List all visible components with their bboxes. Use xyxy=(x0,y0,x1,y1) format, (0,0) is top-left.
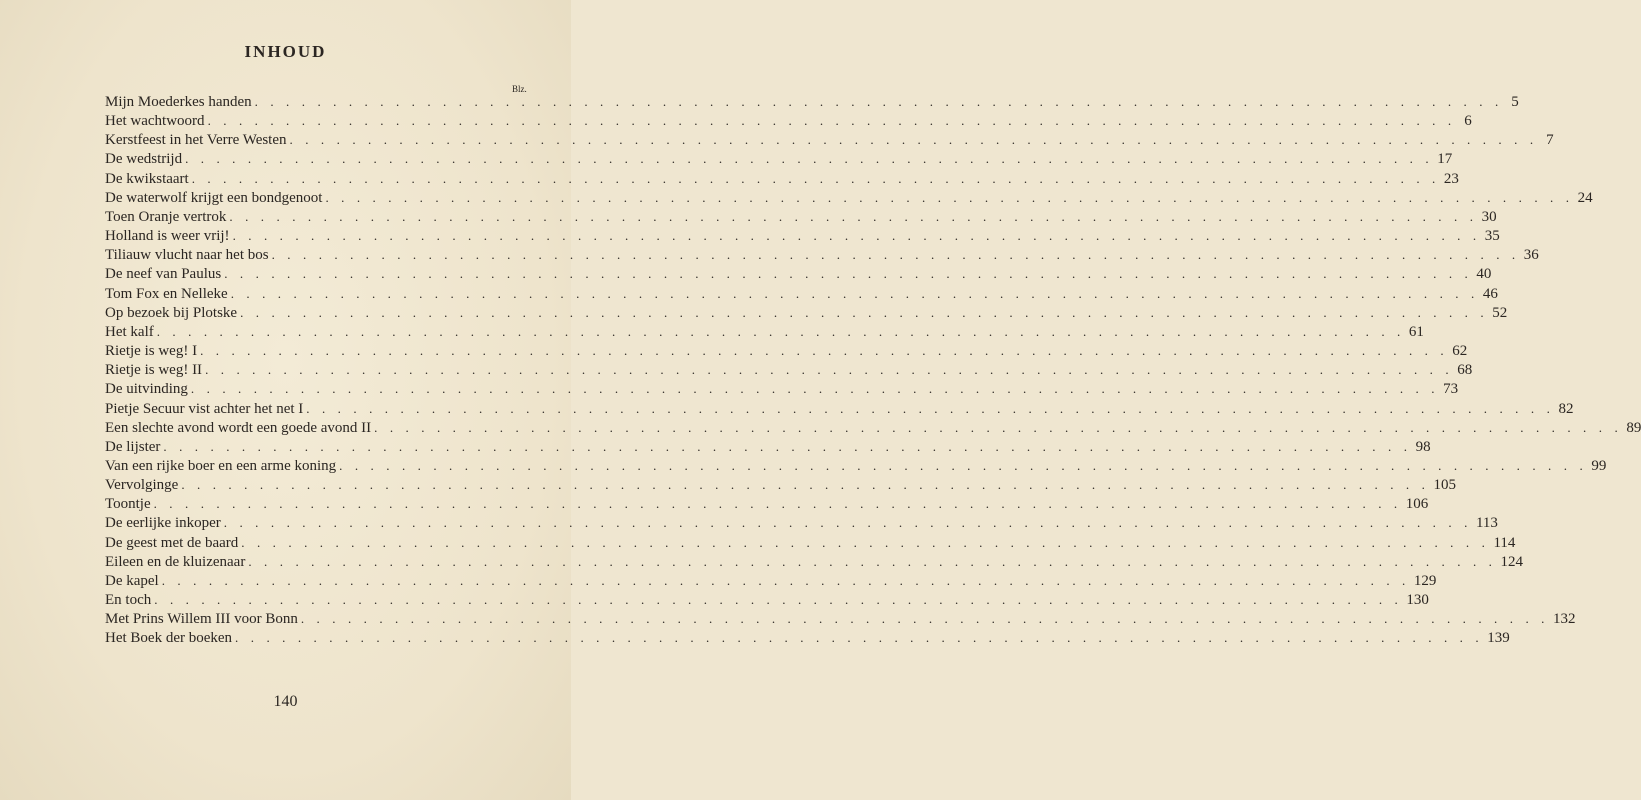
dot-leader: . . . . . . . . . . . . . . . . . . . . . . . . . . . . . . . . . . . . . . . . . . . . . . . . . . . . . . . . . . . . . . . . . . . . . . . . . . . . . . . . xyxy=(205,362,1454,378)
toc-entry-page: 124 xyxy=(1500,553,1523,570)
toc-entry-title: De wedstrijd xyxy=(105,151,183,168)
toc-entry-page: 113 xyxy=(1475,515,1498,532)
toc-entry xyxy=(105,322,1424,341)
dot-leader: . . . . . . . . . . . . . . . . . . . . . . . . . . . . . . . . . . . . . . . . . . . . . . . . . . . . . . . . . . . . . . . . . . . . . . . . . . . . . . . . xyxy=(300,611,1550,627)
toc-entry-title: Het wachtwoord xyxy=(105,113,205,130)
toc-entry xyxy=(105,456,1607,475)
dot-leader: . . . . . . . . . . . . . . . . . . . . . . . . . . . . . . . . . . . . . . . . . . . . . . . . . . . . . . . . . . . . . . . . . . . . . . . . . . . . . . . . xyxy=(156,323,1405,339)
toc-entry-page: 7 xyxy=(1546,132,1554,149)
toc-entry xyxy=(105,341,1468,360)
toc-entry-title: Toen Oranje vertrok xyxy=(105,208,227,225)
toc-entry xyxy=(105,207,1497,226)
dot-leader: . . . . . . . . . . . . . . . . . . . . . . . . . . . . . . . . . . . . . . . . . . . . . . . . . . . . . . . . . . . . . . . . . . . . . . . . . . . . . . . . xyxy=(374,419,1623,435)
toc-entry xyxy=(105,264,1492,283)
toc-entry-title: Tom Fox en Nelleke xyxy=(105,285,228,302)
toc-entry-page: 132 xyxy=(1553,611,1576,628)
dot-leader: . . . . . . . . . . . . . . . . . . . . . . . . . . . . . . . . . . . . . . . . . . . . . . . . . . . . . . . . . . . . . . . . . . . . . . . . . . . . . . . . xyxy=(223,515,1472,531)
toc-entry-title: De waterwolf krijgt een bondgenoot xyxy=(105,189,323,206)
toc-entry xyxy=(105,245,1539,264)
toc-entry-title: Op bezoek bij Plotske xyxy=(105,304,238,321)
dot-leader: . . . . . . . . . . . . . . . . . . . . . . . . . . . . . . . . . . . . . . . . . . . . . . . . . . . . . . . . . . . . . . . . . . . . . . . . . . . . . . . . xyxy=(254,94,1503,109)
toc-entry-page: 68 xyxy=(1457,362,1473,379)
page-number: 140 xyxy=(273,693,298,710)
toc-entry xyxy=(105,437,1431,456)
toc-entry-title: Rietje is weg! I xyxy=(105,343,198,360)
toc-entry-title: De kwikstaart xyxy=(105,170,189,187)
toc-entry xyxy=(105,226,1500,245)
toc-entry-page: 30 xyxy=(1481,208,1497,225)
toc-entry-page: 105 xyxy=(1433,477,1456,494)
toc-entry-page: 62 xyxy=(1452,343,1468,360)
dot-leader: . . . . . . . . . . . . . . . . . . . . . . . . . . . . . . . . . . . . . . . . . . . . . . . . . . . . . . . . . . . . . . . . . . . . . . . . . . . . . . . . xyxy=(325,189,1574,205)
toc-entry-page: 52 xyxy=(1492,304,1508,321)
toc-entry-page: 106 xyxy=(1405,496,1429,513)
toc-entry-title: De eerlijke inkoper xyxy=(105,515,221,532)
toc-entry-page: 24 xyxy=(1577,189,1593,206)
dot-leader: . . . . . . . . . . . . . . . . . . . . . . . . . . . . . . . . . . . . . . . . . . . . . . . . . . . . . . . . . . . . . . . . . . . . . . . . . . . . . . . . xyxy=(161,572,1410,588)
toc-entry-page: 46 xyxy=(1482,285,1498,302)
dot-leader: . . . . . . . . . . . . . . . . . . . . . . . . . . . . . . . . . . . . . . . . . . . . . . . . . . . . . . . . . . . . . . . . . . . . . . . . . . . . . . . . xyxy=(191,170,1440,186)
dot-leader: . . . . . . . . . . . . . . . . . . . . . . . . . . . . . . . . . . . . . . . . . . . . . . . . . . . . . . . . . . . . . . . . . . . . . . . . . . . . . . . . xyxy=(230,285,1479,301)
toc-entry xyxy=(105,92,1519,111)
toc-entry xyxy=(105,628,1510,647)
toc-entry xyxy=(105,188,1593,207)
toc-entry-title: Rietje is weg! II xyxy=(105,362,203,379)
toc-entry-title: Vervolginge xyxy=(105,477,179,494)
toc-entry-page: 61 xyxy=(1408,323,1424,340)
dot-leader: . . . . . . . . . . . . . . . . . . . . . . . . . . . . . . . . . . . . . . . . . . . . . . . . . . . . . . . . . . . . . . . . . . . . . . . . . . . . . . . . xyxy=(229,208,1478,224)
toc-entry-title: Een slechte avond wordt een goede avond II xyxy=(105,419,372,436)
toc-entry xyxy=(105,590,1429,609)
toc-entry-title: De kapel xyxy=(105,572,159,589)
dot-leader: . . . . . . . . . . . . . . . . . . . . . . . . . . . . . . . . . . . . . . . . . . . . . . . . . . . . . . . . . . . . . . . . . . . . . . . . . . . . . . . . xyxy=(241,534,1490,550)
toc-entry xyxy=(105,130,1554,149)
toc-entry-page: 139 xyxy=(1487,630,1510,647)
toc-entry-page: 73 xyxy=(1443,381,1459,398)
dot-leader: . . . . . . . . . . . . . . . . . . . . . . . . . . . . . . . . . . . . . . . . . . . . . . . . . . . . . . . . . . . . . . . . . . . . . . . . . . . . . . . . xyxy=(235,630,1484,646)
dot-leader: . . . . . . . . . . . . . . . . . . . . . . . . . . . . . . . . . . . . . . . . . . . . . . . . . . . . . . . . . . . . . . . . . . . . . . . . . . . . . . . . xyxy=(306,400,1555,416)
toc-entry-page: 35 xyxy=(1484,228,1500,245)
dot-leader: . . . . . . . . . . . . . . . . . . . . . . . . . . . . . . . . . . . . . . . . . . . . . . . . . . . . . . . . . . . . . . . . . . . . . . . . . . . . . . . . xyxy=(271,247,1520,263)
toc-entry-title: De neef van Paulus xyxy=(105,266,222,283)
toc-entry xyxy=(105,379,1459,398)
toc-entry-page: 36 xyxy=(1523,247,1539,264)
toc-entry-title: De geest met de baard xyxy=(105,534,239,551)
toc-entry-page: 98 xyxy=(1415,438,1431,455)
toc-entry-page: 130 xyxy=(1406,592,1429,609)
toc-entry-page: 99 xyxy=(1591,457,1607,474)
toc-entry-title: Het Boek der boeken xyxy=(105,630,233,647)
dot-leader: . . . . . . . . . . . . . . . . . . . . . . . . . . . . . . . . . . . . . . . . . . . . . . . . . . . . . . . . . . . . . . . . . . . . . . . . . . . . . . . . xyxy=(163,438,1412,454)
toc-entry-title: Pietje Secuur vist achter het net I xyxy=(105,400,304,417)
dot-leader: . . . . . . . . . . . . . . . . . . . . . . . . . . . . . . . . . . . . . . . . . . . . . . . . . . . . . . . . . . . . . . . . . . . . . . . . . . . . . . . . xyxy=(207,113,1456,129)
toc-entry-title: En toch xyxy=(105,592,152,609)
toc-entry xyxy=(105,571,1437,590)
toc-entry xyxy=(105,111,1472,130)
toc-entry xyxy=(105,169,1459,188)
toc-entry-title: Toontje xyxy=(105,496,151,513)
toc-entry-page: 82 xyxy=(1558,400,1574,417)
toc-entry-page: 129 xyxy=(1413,572,1437,589)
toc-entry-title: De uitvinding xyxy=(105,381,188,398)
toc-entry xyxy=(105,609,1576,628)
toc-entry-page: 89 xyxy=(1626,419,1641,436)
dot-leader: . . . . . . . . . . . . . . . . . . . . . . . . . . . . . . . . . . . . . . . . . . . . . . . . . . . . . . . . . . . . . . . . . . . . . . . . . . . . . . . . xyxy=(190,381,1440,397)
dot-leader: . . . . . . . . . . . . . . . . . . . . . . . . . . . . . . . . . . . . . . . . . . . . . . . . . . . . . . . . . . . . . . . . . . . . . . . . . . . . . . . . xyxy=(185,151,1434,167)
toc-entry-title: Met Prins Willem III voor Bonn xyxy=(105,611,298,628)
dot-leader: . . . . . . . . . . . . . . . . . . . . . . . . . . . . . . . . . . . . . . . . . . . . . . . . . . . . . . . . . . . . . . . . . . . . . . . . . . . . . . . . xyxy=(224,266,1473,282)
toc-entry xyxy=(105,552,1523,571)
toc-entry-page: 17 xyxy=(1437,151,1453,168)
toc-entry-title: Mijn Moederkes handen xyxy=(105,94,252,110)
dot-leader: . . . . . . . . . . . . . . . . . . . . . . . . . . . . . . . . . . . . . . . . . . . . . . . . . . . . . . . . . . . . . . . . . . . . . . . . . . . . . . . . xyxy=(181,477,1430,493)
toc-entry xyxy=(105,475,1456,494)
toc-entry-page: 6 xyxy=(1464,113,1472,130)
toc-entry xyxy=(105,149,1453,168)
page-column-heading: Blz. xyxy=(512,84,527,94)
dot-leader: . . . . . . . . . . . . . . . . . . . . . . . . . . . . . . . . . . . . . . . . . . . . . . . . . . . . . . . . . . . . . . . . . . . . . . . . . . . . . . . . xyxy=(339,457,1588,473)
dot-leader: . . . . . . . . . . . . . . . . . . . . . . . . . . . . . . . . . . . . . . . . . . . . . . . . . . . . . . . . . . . . . . . . . . . . . . . . . . . . . . . . xyxy=(248,553,1497,569)
toc-entry xyxy=(105,418,1641,437)
dot-leader: . . . . . . . . . . . . . . . . . . . . . . . . . . . . . . . . . . . . . . . . . . . . . . . . . . . . . . . . . . . . . . . . . . . . . . . . . . . . . . . . xyxy=(154,592,1403,608)
toc-entry-title: Eileen en de kluizenaar xyxy=(105,553,246,570)
toc-entry xyxy=(105,533,1516,552)
toc-entry-page: 40 xyxy=(1476,266,1492,283)
toc-entry-title: Kerstfeest in het Verre Westen xyxy=(105,132,287,149)
toc-entry xyxy=(105,399,1574,418)
toc-entry-page: 5 xyxy=(1511,94,1519,110)
dot-leader: . . . . . . . . . . . . . . . . . . . . . . . . . . . . . . . . . . . . . . . . . . . . . . . . . . . . . . . . . . . . . . . . . . . . . . . . . . . . . . . . xyxy=(200,343,1449,359)
toc-entry-page: 114 xyxy=(1493,534,1516,551)
page-title: INHOUD xyxy=(244,42,327,61)
toc-entry-title: Holland is weer vrij! xyxy=(105,228,230,245)
dot-leader: . . . . . . . . . . . . . . . . . . . . . . . . . . . . . . . . . . . . . . . . . . . . . . . . . . . . . . . . . . . . . . . . . . . . . . . . . . . . . . . . xyxy=(240,304,1489,320)
toc-entry-title: Tiliauw vlucht naar het bos xyxy=(105,247,269,264)
toc-entry-title: Het kalf xyxy=(105,323,154,340)
toc-entry xyxy=(105,494,1429,513)
toc-entry-title: Van een rijke boer en een arme koning xyxy=(105,457,337,474)
toc-entry xyxy=(105,284,1498,303)
toc-entry xyxy=(105,303,1508,322)
dot-leader: . . . . . . . . . . . . . . . . . . . . . . . . . . . . . . . . . . . . . . . . . . . . . . . . . . . . . . . . . . . . . . . . . . . . . . . . . . . . . . . . xyxy=(232,228,1481,244)
toc-entry-title: De lijster xyxy=(105,438,161,455)
dot-leader: . . . . . . . . . . . . . . . . . . . . . . . . . . . . . . . . . . . . . . . . . . . . . . . . . . . . . . . . . . . . . . . . . . . . . . . . . . . . . . . . xyxy=(153,496,1402,512)
toc-entry xyxy=(105,360,1473,379)
toc-entry-page: 23 xyxy=(1443,170,1459,187)
dot-leader: . . . . . . . . . . . . . . . . . . . . . . . . . . . . . . . . . . . . . . . . . . . . . . . . . . . . . . . . . . . . . . . . . . . . . . . . . . . . . . . . xyxy=(289,132,1538,148)
table-of-contents xyxy=(105,92,1641,648)
toc-entry xyxy=(105,513,1498,532)
